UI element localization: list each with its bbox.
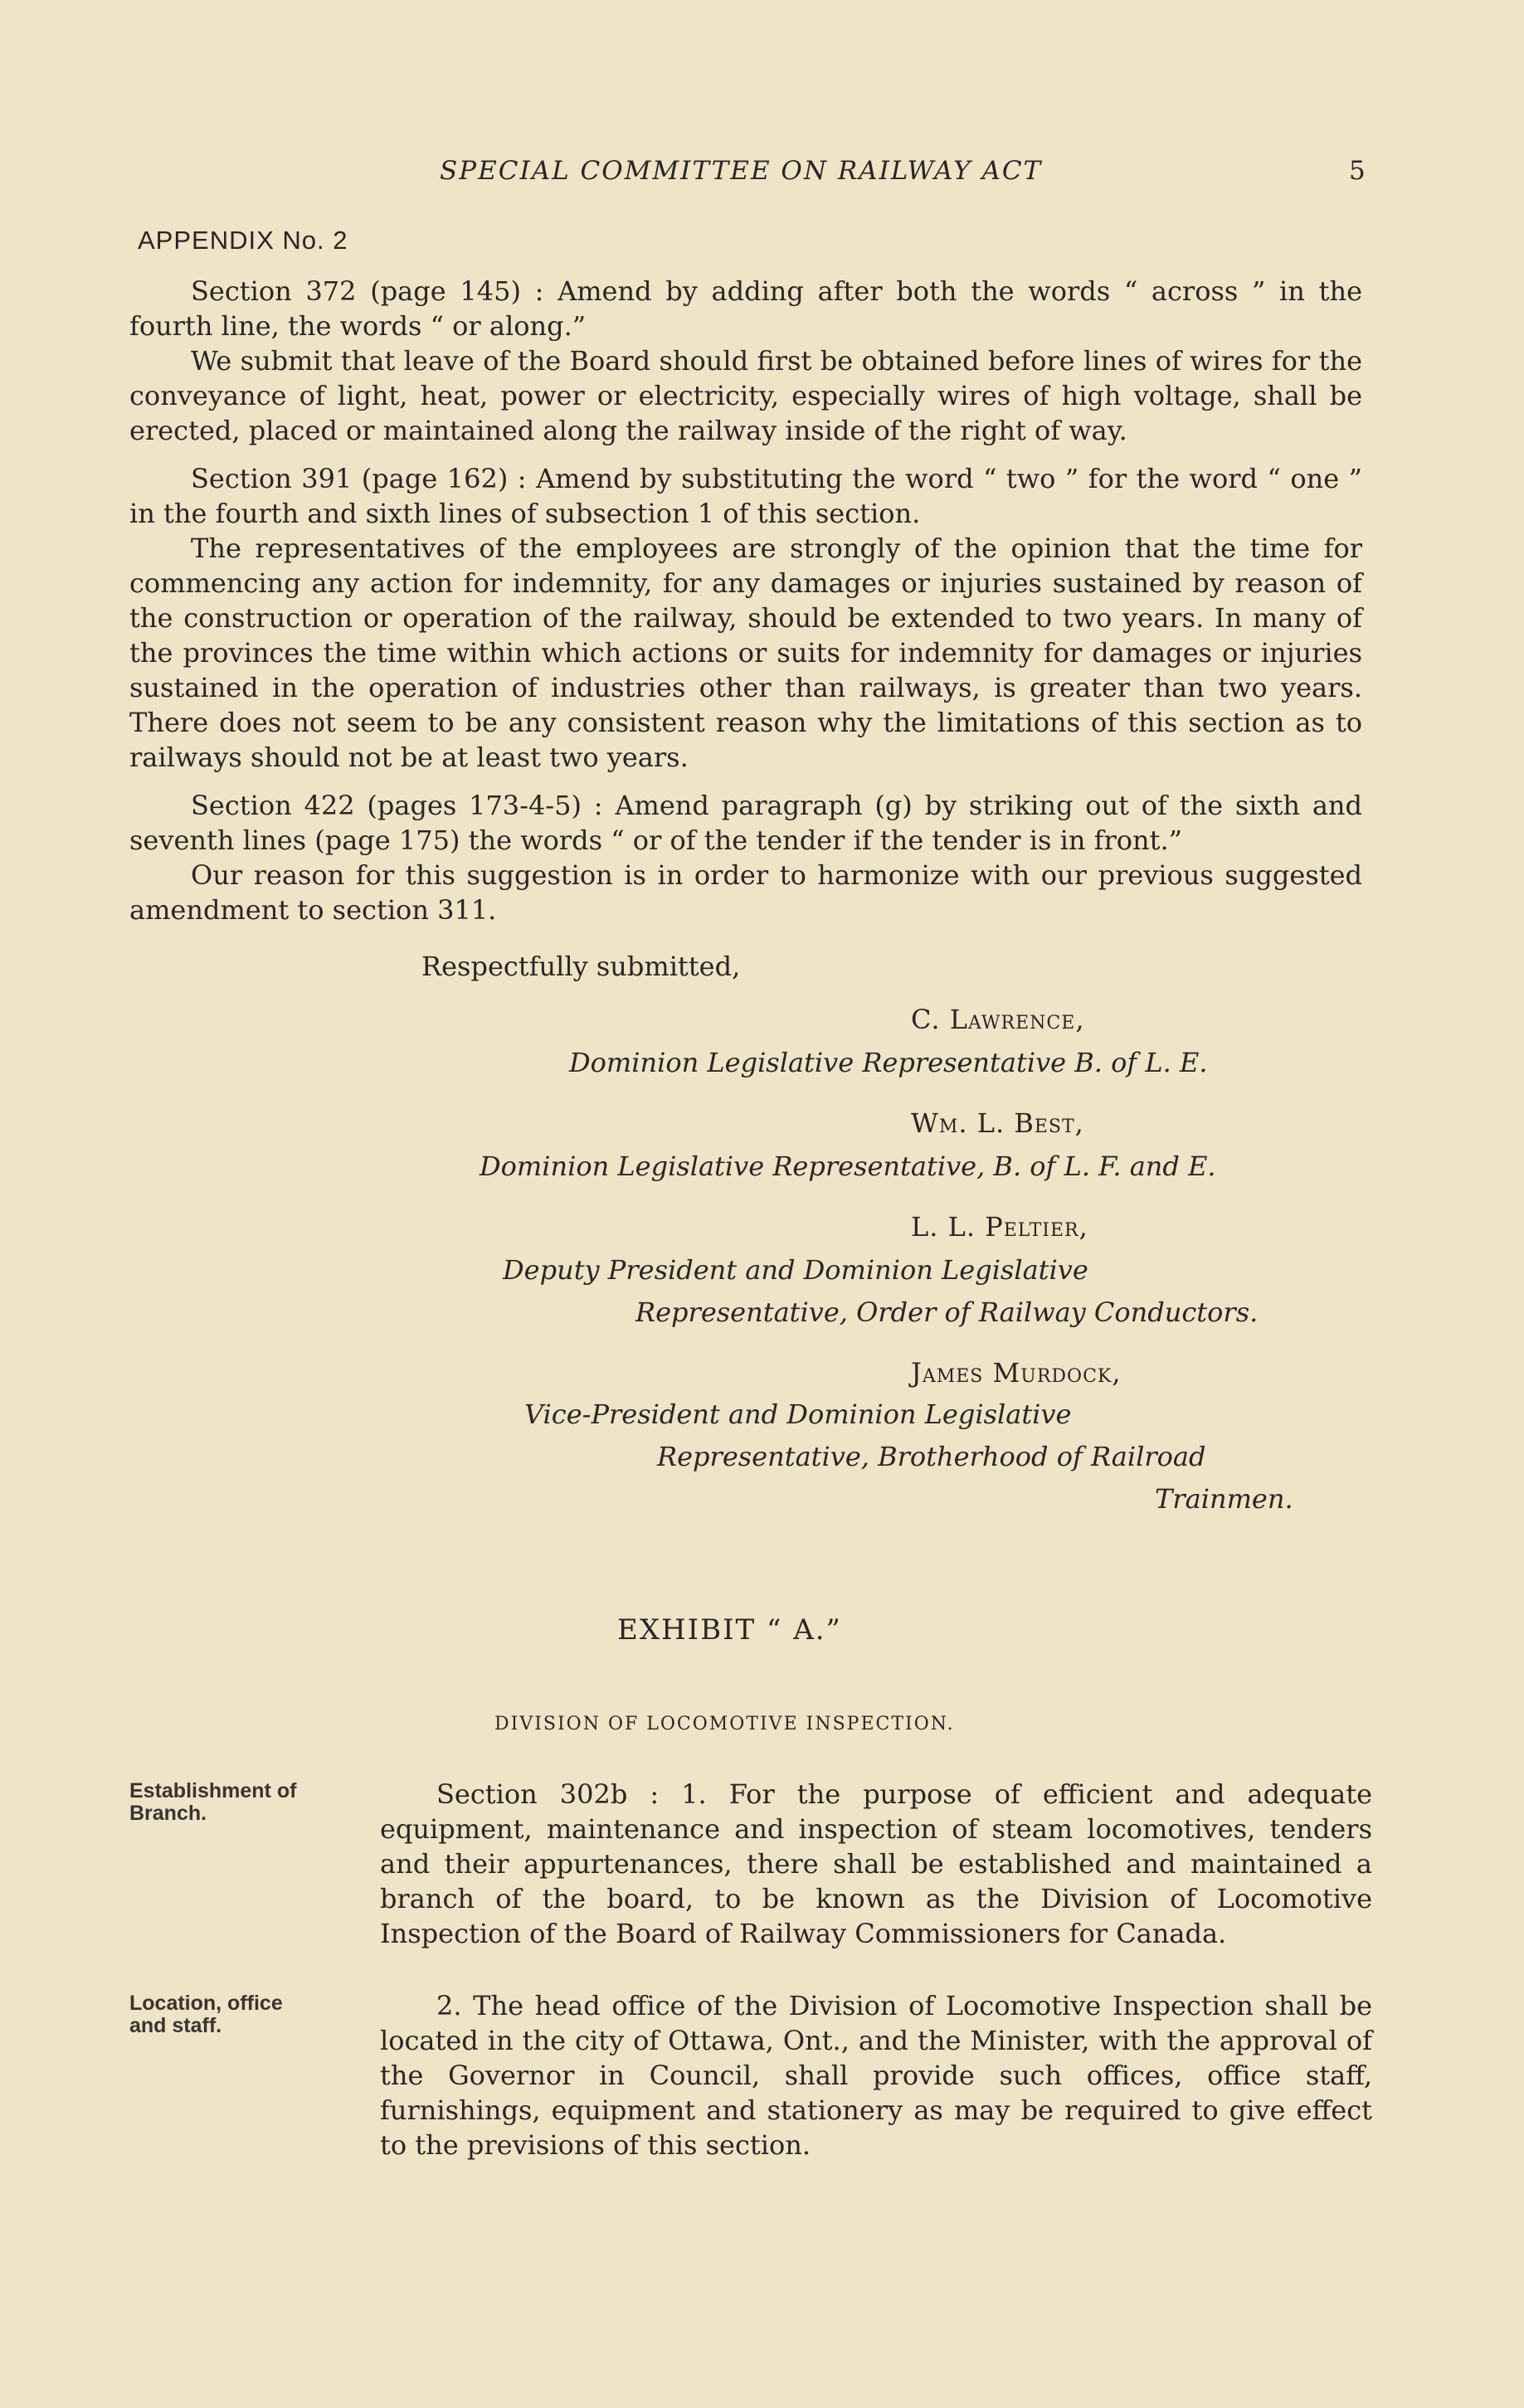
exhibit-section-text — [380, 1777, 1372, 1951]
signatory-title: Trainmen. — [1155, 1483, 1293, 1515]
exhibit-subtitle: DIVISION OF LOCOMOTIVE INSPECTION. — [494, 1714, 955, 1734]
exhibit-title: EXHIBIT “ A.” — [617, 1613, 842, 1647]
margin-note: Establishment of Branch. — [129, 1779, 297, 1825]
appendix-label: APPENDIX No. 2 — [138, 226, 348, 255]
paragraph-section-372: Section 372 (page 145) : Amend by adding after both the words “ across ” in the fourth line, the words “ or along.” — [129, 275, 1362, 342]
paragraph-reason: Our reason for this suggestion is in order to harmonize with our previous suggested amendment to section 311. — [129, 859, 1362, 926]
signatory-title: Representative, Order of Railway Conductors. — [635, 1296, 1259, 1328]
signatory-title: Deputy President and Dominion Legislative — [503, 1254, 1088, 1286]
running-header: SPECIAL COMMITTEE ON RAILWAY ACT — [440, 156, 1043, 186]
paragraph-wires: We submit that leave of the Board should first be obtained before lines of wires for the conveyance of light, heat, power or electricity, especially wires of high voltage, shall be erected, placed or maintained along the railway inside of the right of way. — [129, 345, 1362, 446]
signatory-title: Representative, Brotherhood of Railroad — [657, 1441, 1206, 1472]
signatory-name: Wm. L. Best, — [911, 1107, 1084, 1139]
signatory-title: Dominion Legislative Representative B. of L. E. — [569, 1047, 1208, 1078]
exhibit-paragraph: Section 302b : 1. For the purpose of efficient and adequate equipment, maintenance and inspection of steam locomotives, tenders and their appurtenances, there shall be established and maintained a branch of the board, to be known as the Division of Locomotive Inspection of the Board of Railway Commissioners for Canada. — [380, 1778, 1372, 1949]
exhibit-section-text — [380, 1988, 1372, 2162]
signatory-title: Dominion Legislative Representative, B. of L. F. and E. — [480, 1150, 1216, 1182]
signatory-name: C. Lawrence, — [911, 1004, 1085, 1035]
paragraph-indemnity: The representatives of the employees are strongly of the opinion that the time for commencing any action for indemnity, for any damages or injuries sustained by reason of the construction or operation of the railway, should be extended to two years. In many of the provinces the time within which actions or suits for indemnity for damages or injuries sustained in the operation of industries other than railways, is greater than two years. There does not seem to be any consistent reason why the limitations of this section as to railways should not be at least two years. — [129, 533, 1362, 773]
signatory-title: Vice-President and Dominion Legislative — [524, 1399, 1072, 1430]
margin-note: Location, office and staff. — [129, 1992, 283, 2037]
closing-line: Respectfully submitted, — [421, 951, 741, 982]
body-text — [129, 274, 1362, 927]
page-number: 5 — [1349, 156, 1366, 186]
paragraph-section-422: Section 422 (pages 173-4-5) : Amend paragraph (g) by striking out of the sixth and seventh lines (page 175) the words “ or of the tender if the tender is in front.” — [129, 790, 1362, 856]
exhibit-paragraph: 2. The head office of the Division of Locomotive Inspection shall be located in the city of Ottawa, Ont., and the Minister, with the approval of the Governor in Council, shall provide such offices, office staff, furnishings, equipment and stationery as may be required to give effect to the previsions of this section. — [380, 1990, 1372, 2161]
paragraph-section-391: Section 391 (page 162) : Amend by substituting the word “ two ” for the word “ one ” in the fourth and sixth lines of subsection 1 of this section. — [129, 463, 1362, 529]
signatory-name: L. L. Peltier, — [911, 1211, 1088, 1243]
signatory-name: James Murdock, — [911, 1357, 1122, 1389]
